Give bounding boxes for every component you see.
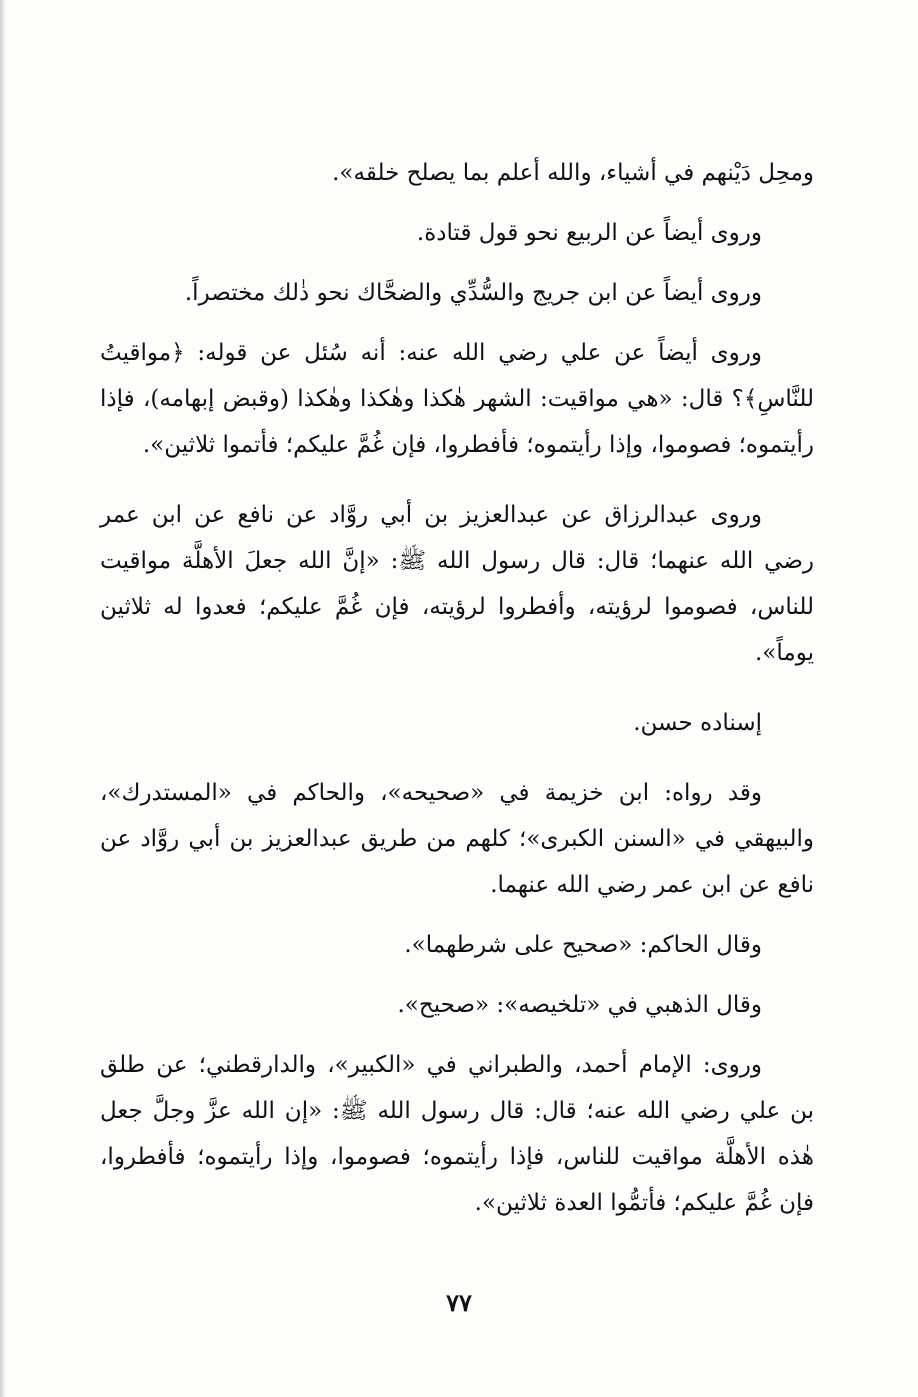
paragraph: وروى: الإمام أحمد، والطبراني في «الكبير»، والدارقطني؛ عن طلق بن علي رضي الله عنه؛ قال: قال رسول الله ﷺ: «إن الله عزَّ وجلَّ جعل هٰذه الأهلَّة مواقيت للناس، فإذا رأيتموه؛ فصوموا، وإذا رأيتموه؛ فأفطروا، فإن غُمَّ عليكم؛ فأتمُّوا العدة ثلاثين». [100,1052,814,1216]
paragraph: وروى أيضاً عن علي رضي الله عنه: أنه سُئل عن قوله: ﴿مواقيتُ للنَّاسِ﴾؟ قال: «هي مواقيت: الشهر هٰكذا وهٰكذا وهٰكذا (وقبض إبهامه)، فإذا رأيتموه؛ فصوموا، وإذا رأيتموه؛ فأفطروا، فإن غُمَّ عليكم؛ فأتموا ثلاثين». [100,340,814,458]
paragraph: إسناده حسن. [633,710,762,736]
paragraph: وقال الحاكم: «صحيح على شرطهما». [404,932,762,958]
page-number: ٧٧ [446,1288,472,1317]
page-edge-shadow [0,0,6,1397]
body-text [100,150,814,1226]
paragraph: وروى أيضاً عن الربيع نحو قول قتادة. [416,220,762,246]
paragraph: وروى عبدالرزاق عن عبدالعزيز بن أبي روَّاد عن نافع عن ابن عمر رضي الله عنهما؛ قال: قال رسول الله ﷺ: «إنَّ الله جعلَ الأهلَّة مواقيت للناس، فصوموا لرؤيته، وأفطروا لرؤيته، فإن غُمَّ عليكم؛ فعدوا له ثلاثين يوماً». [100,502,814,666]
paragraph: ومحِل دَيْنهم في أشياء، والله أعلم بما يصلح خلقه». [332,160,814,186]
paragraph: وقد رواه: ابن خزيمة في «صحيحه»، والحاكم في «المستدرك»، والبيهقي في «السنن الكبرى»؛ كلهم من طريق عبدالعزيز بن أبي روَّاد عن نافع عن ابن عمر رضي الله عنهما. [100,780,814,898]
paragraph: وقال الذهبي في «تلخيصه»: «صحيح». [397,992,762,1018]
paragraph: وروى أيضاً عن ابن جريج والسُّدِّي والضحَّاك نحو ذٰلك مختصراً. [184,280,762,306]
